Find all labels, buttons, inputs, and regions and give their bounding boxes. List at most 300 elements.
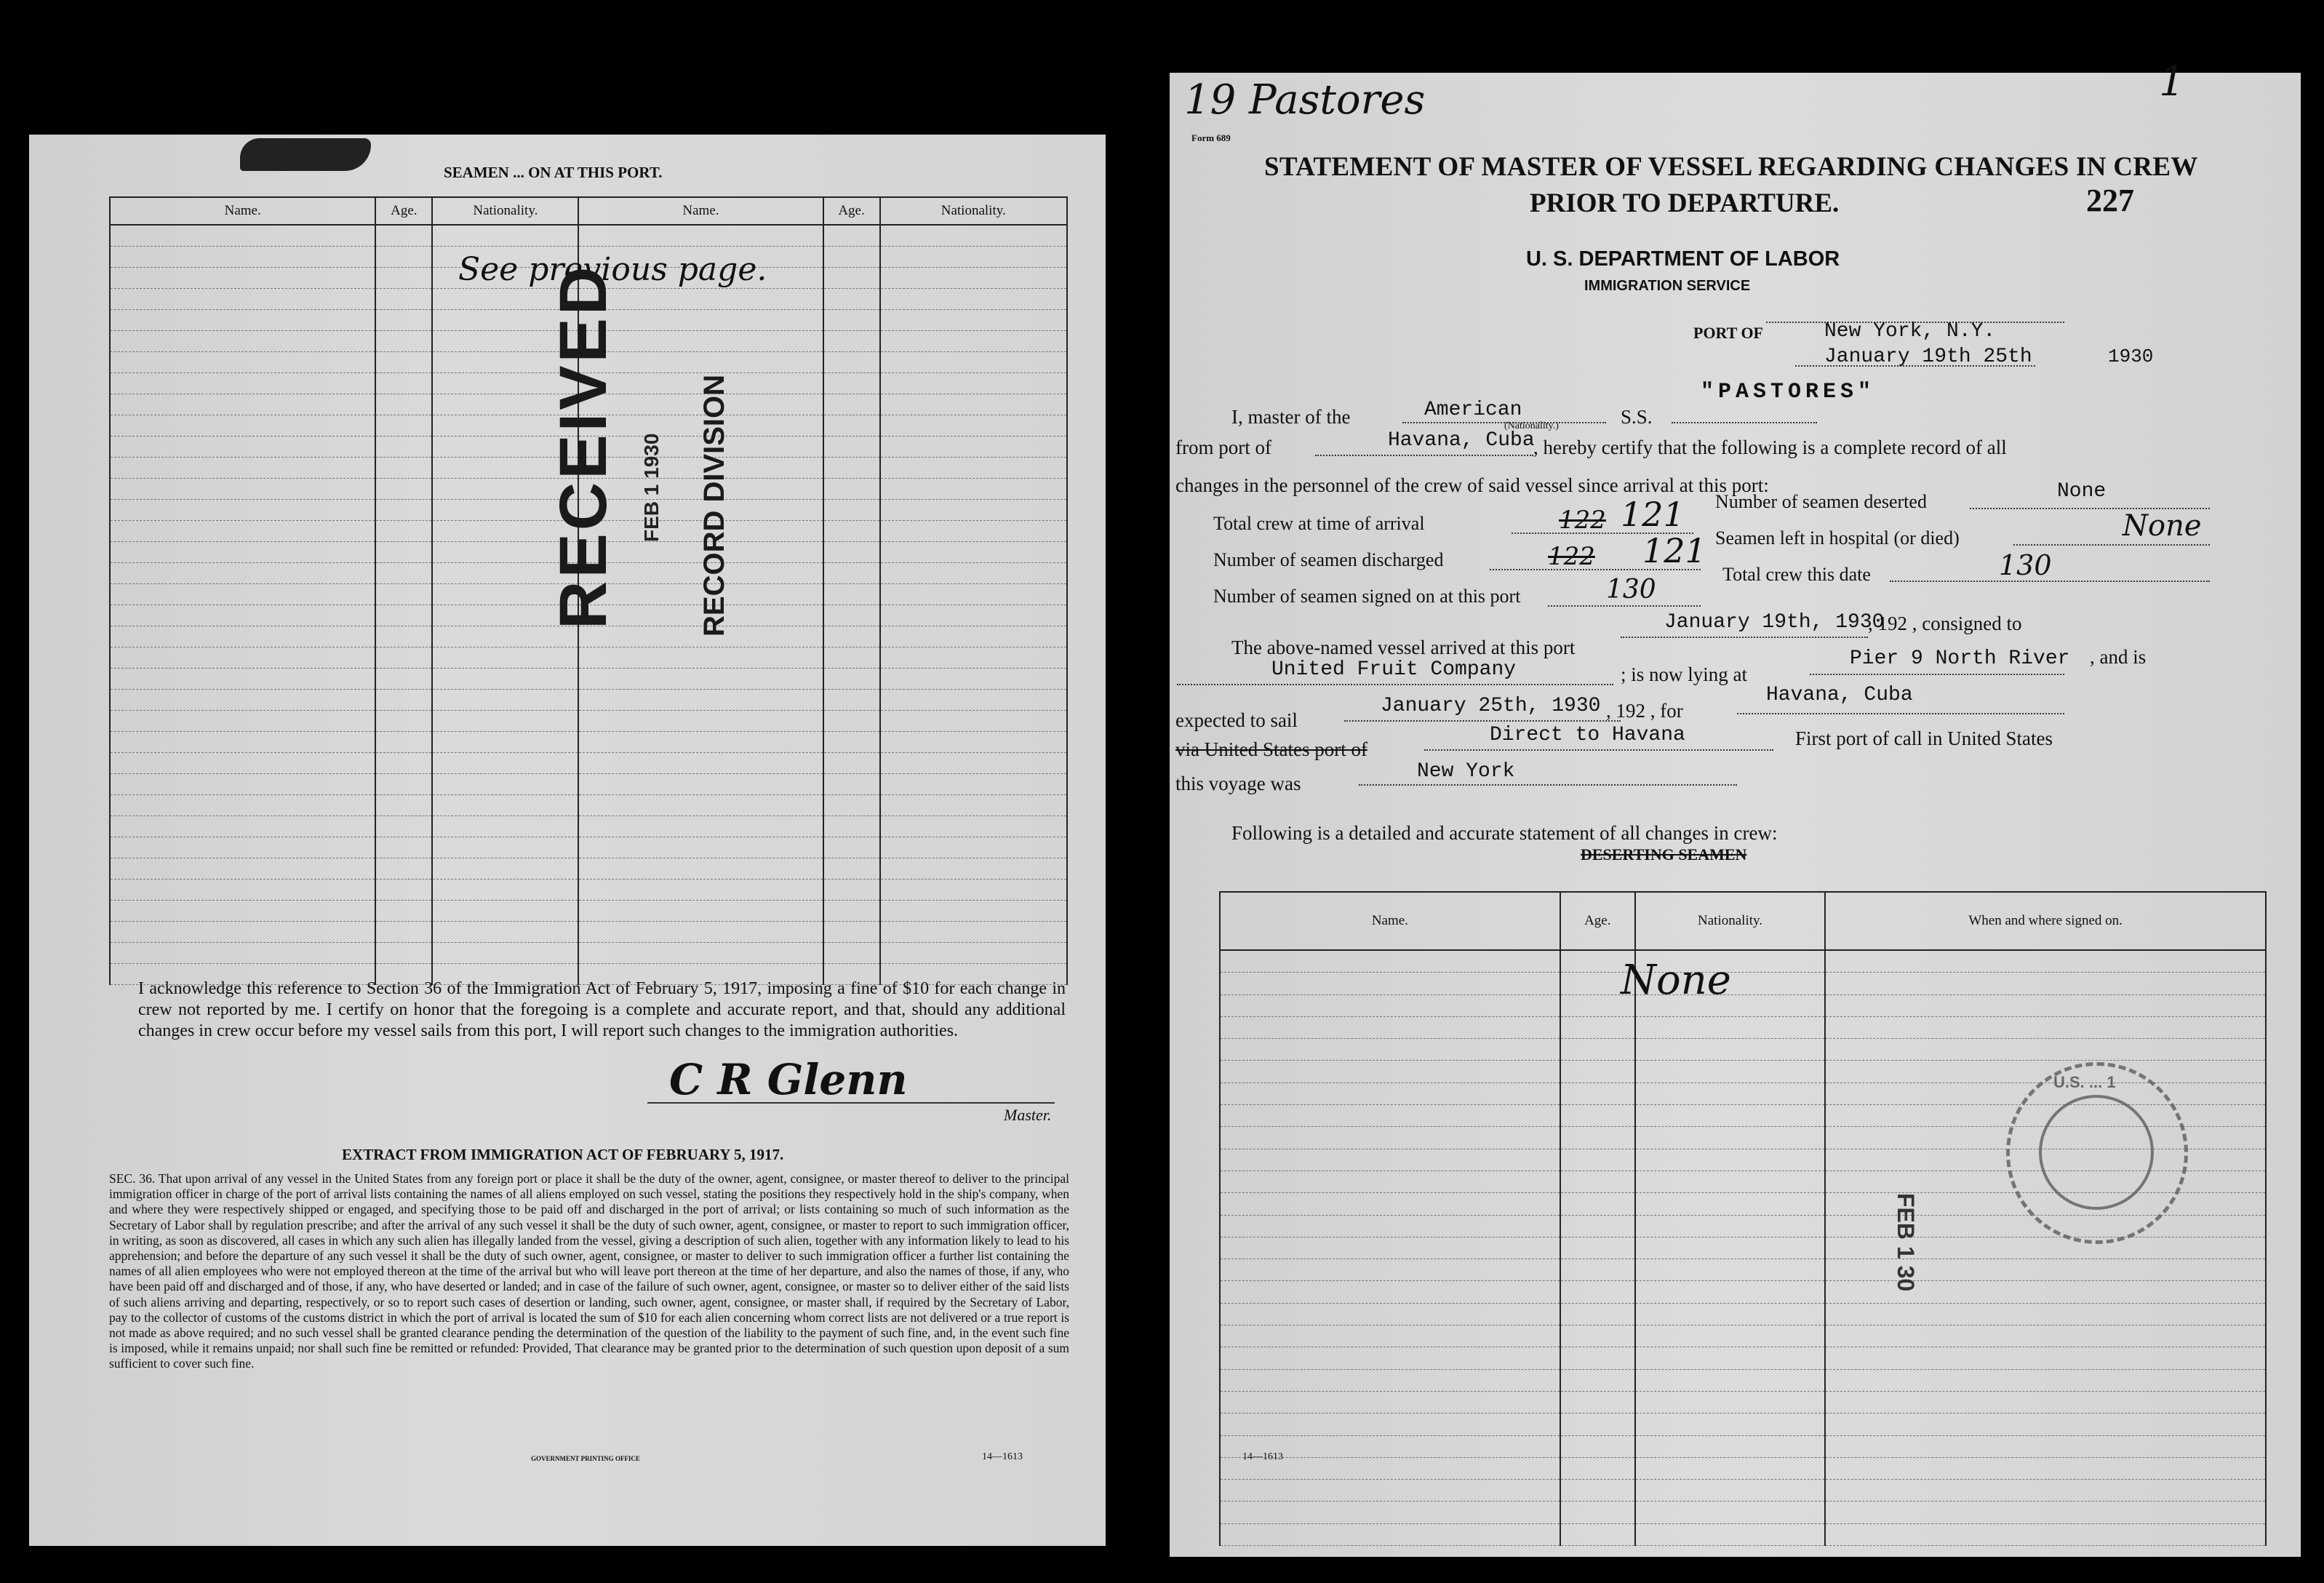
table-cell — [880, 500, 1068, 521]
table-cell — [578, 880, 823, 901]
seamen-table-title: SEAMEN ... ON AT THIS PORT. — [444, 164, 663, 181]
table-row — [1220, 1502, 2266, 1523]
table-cell — [880, 584, 1068, 605]
first-port-label: First port of call in United States — [1795, 727, 2053, 749]
table-cell — [432, 922, 578, 943]
port-label: PORT OF — [1693, 324, 1763, 342]
table-cell — [578, 837, 823, 858]
col-name: Name. — [110, 197, 375, 225]
table-cell — [1220, 1016, 1560, 1038]
following-text: Following is a detailed and accurate statement of all changes in crew: — [1231, 822, 1778, 844]
col-age: Age. — [1560, 892, 1635, 950]
table-cell — [110, 584, 375, 605]
table-cell — [823, 711, 880, 732]
table-cell — [578, 690, 823, 711]
table-cell — [1220, 1391, 1560, 1413]
table-cell — [1560, 1303, 1635, 1325]
table-cell — [1635, 1435, 1825, 1457]
table-row — [1220, 994, 2266, 1016]
table-cell — [1220, 1039, 1560, 1061]
table-cell — [1635, 1127, 1825, 1149]
struck-heading: DESERTING SEAMEN — [1581, 845, 1747, 864]
expected-label: expected to sail — [1175, 709, 1298, 731]
total-date-label: Total crew this date — [1722, 564, 1871, 585]
table-cell — [110, 647, 375, 669]
table-cell — [1220, 1215, 1560, 1237]
table-cell — [880, 795, 1068, 816]
table-cell — [1825, 1347, 2266, 1369]
table-cell — [880, 774, 1068, 795]
table-cell — [880, 858, 1068, 880]
col-nationality: Nationality. — [432, 197, 578, 225]
table-cell — [110, 669, 375, 690]
arrived-line — [1621, 637, 1868, 638]
table-row — [110, 795, 1067, 816]
table-row — [110, 225, 1067, 247]
table-cell — [880, 626, 1068, 647]
table-cell — [1560, 1237, 1635, 1259]
table-cell — [375, 690, 432, 711]
table-cell — [880, 331, 1068, 352]
table-cell — [375, 394, 432, 415]
table-cell — [823, 331, 880, 352]
total-date-value: 130 — [1999, 549, 2052, 581]
table-row — [110, 858, 1067, 880]
table-cell — [823, 795, 880, 816]
table-row — [1220, 1039, 2266, 1061]
table-row — [110, 837, 1067, 858]
ss-label: S.S. — [1621, 406, 1653, 428]
table-cell — [1825, 1480, 2266, 1502]
table-cell — [578, 225, 823, 247]
table-cell — [1560, 1061, 1635, 1082]
table-cell — [880, 605, 1068, 626]
table-cell — [110, 479, 375, 500]
table-cell — [110, 521, 375, 542]
table-cell — [880, 436, 1068, 458]
changes-text: changes in the personnel of the crew of said vessel since arrival at this port: — [1175, 474, 1769, 496]
signed-line — [1548, 605, 1701, 607]
crew-changes-body — [1220, 950, 2266, 1546]
table-cell — [1560, 1193, 1635, 1215]
table-cell — [375, 479, 432, 500]
table-cell — [110, 563, 375, 584]
table-cell — [1560, 1171, 1635, 1192]
table-row — [110, 647, 1067, 669]
table-cell — [823, 458, 880, 479]
discharged-value: 121 — [1642, 531, 1706, 570]
table-cell — [1635, 1303, 1825, 1325]
table-cell — [823, 394, 880, 415]
table-cell — [880, 880, 1068, 901]
right-page — [1170, 58, 2301, 1557]
table-cell — [880, 225, 1068, 247]
table-cell — [375, 289, 432, 310]
table-cell — [375, 331, 432, 352]
col-nationality-2: Nationality. — [880, 197, 1068, 225]
from-port-value: Havana, Cuba — [1388, 429, 1535, 452]
table-cell — [1825, 1039, 2266, 1061]
table-cell — [110, 394, 375, 415]
left-page — [29, 135, 1106, 1546]
col-when-where: When and where signed on. — [1825, 892, 2266, 950]
table-cell — [1635, 1171, 1825, 1192]
table-cell — [375, 922, 432, 943]
expected-line — [1344, 720, 1621, 722]
table-cell — [375, 795, 432, 816]
table-cell — [880, 753, 1068, 774]
table-row — [1220, 950, 2266, 973]
table-row — [1220, 1457, 2266, 1479]
table-cell — [1220, 1082, 1560, 1104]
table-cell — [110, 542, 375, 563]
table-cell — [375, 774, 432, 795]
table-cell — [880, 563, 1068, 584]
table-cell — [823, 500, 880, 521]
table-cell — [880, 816, 1068, 837]
table-cell — [1635, 1325, 1825, 1347]
table-cell — [375, 732, 432, 753]
lying-value: Pier 9 North River — [1850, 647, 2070, 670]
table-cell — [375, 943, 432, 964]
table-row — [1220, 1391, 2266, 1413]
table-cell — [375, 858, 432, 880]
table-row — [110, 774, 1067, 795]
table-cell — [432, 753, 578, 774]
table-row — [110, 753, 1067, 774]
table-cell — [1220, 1127, 1560, 1149]
table-cell — [823, 669, 880, 690]
voyage-label: this voyage was — [1175, 773, 1301, 794]
table-row — [110, 732, 1067, 753]
for-value: Havana, Cuba — [1766, 684, 1913, 706]
table-cell — [432, 774, 578, 795]
table-cell — [375, 247, 432, 268]
table-cell — [880, 268, 1068, 289]
consignee-value: United Fruit Company — [1271, 658, 1517, 681]
table-cell — [110, 268, 375, 289]
lying-label: ; is now lying at — [1621, 663, 1747, 685]
col-age-2: Age. — [823, 197, 880, 225]
table-cell — [1560, 1016, 1635, 1038]
table-cell — [1220, 950, 1560, 973]
table-cell — [375, 753, 432, 774]
table-cell — [110, 774, 375, 795]
table-cell — [375, 626, 432, 647]
expected-value: January 25th, 1930 — [1381, 695, 1601, 717]
table-cell — [1825, 1369, 2266, 1391]
handwritten-top-note: 19 Pastores — [1184, 76, 1426, 124]
table-cell — [1825, 1016, 2266, 1038]
form-serial-number: 227 — [2086, 183, 2134, 218]
table-cell — [1220, 1502, 1560, 1523]
table-cell — [1560, 1259, 1635, 1281]
date-value: January 19th 25th — [1824, 346, 2032, 368]
table-cell — [110, 837, 375, 858]
table-cell — [880, 352, 1068, 373]
service-heading: IMMIGRATION SERVICE — [1584, 278, 1751, 294]
table-row — [1220, 1480, 2266, 1502]
table-row — [1220, 1259, 2266, 1281]
table-cell — [880, 711, 1068, 732]
table-cell — [1635, 1523, 1825, 1545]
table-cell — [823, 732, 880, 753]
master-label: Master. — [1004, 1106, 1052, 1124]
hospital-value: None — [2123, 509, 2202, 543]
vessel-name: "PASTORES" — [1701, 380, 1876, 404]
table-cell — [110, 858, 375, 880]
department-heading: U. S. DEPARTMENT OF LABOR — [1526, 247, 1840, 271]
table-cell — [375, 500, 432, 521]
table-cell — [880, 289, 1068, 310]
table-cell — [880, 521, 1068, 542]
table-row — [110, 880, 1067, 901]
table-cell — [110, 331, 375, 352]
table-cell — [375, 415, 432, 436]
table-cell — [375, 669, 432, 690]
table-cell — [578, 795, 823, 816]
table-cell — [1560, 1039, 1635, 1061]
table-cell — [432, 880, 578, 901]
table-cell — [432, 690, 578, 711]
table-cell — [823, 922, 880, 943]
handwritten-see-previous: See previous page. — [458, 251, 767, 288]
table-cell — [578, 922, 823, 943]
table-cell — [1635, 1105, 1825, 1127]
right-form-code: 14—1613 — [1242, 1451, 1283, 1462]
table-cell — [375, 584, 432, 605]
col-name: Name. — [1220, 892, 1560, 950]
table-cell — [880, 669, 1068, 690]
table-cell — [823, 816, 880, 837]
table-row — [1220, 1413, 2266, 1435]
table-cell — [578, 943, 823, 964]
table-cell — [1825, 1502, 2266, 1523]
table-cell — [823, 690, 880, 711]
table-cell — [110, 626, 375, 647]
table-cell — [578, 901, 823, 922]
table-cell — [432, 732, 578, 753]
table-cell — [375, 837, 432, 858]
table-cell — [375, 542, 432, 563]
table-cell — [880, 542, 1068, 563]
table-cell — [823, 225, 880, 247]
feb-date-stamp: FEB 1 30 — [1893, 1193, 1919, 1292]
table-cell — [110, 943, 375, 964]
table-cell — [432, 225, 578, 247]
table-cell — [110, 711, 375, 732]
table-cell — [823, 310, 880, 331]
printer-line: GOVERNMENT PRINTING OFFICE — [531, 1455, 640, 1462]
acknowledgement-paragraph: I acknowledge this reference to Section 36 of the Immigration Act of February 5, 1917, imposing a fine of $10 for each change in crew not reported by me. I certify on honor that the foregoing is a complete and accurate report, and that, should any additional changes in crew occur before my vessel sails from this port, I will report such changes to the immigration authorities. — [138, 979, 1066, 1040]
table-cell — [1220, 1149, 1560, 1171]
table-cell — [823, 837, 880, 858]
table-cell — [578, 858, 823, 880]
table-cell — [1220, 973, 1560, 994]
table-cell — [110, 816, 375, 837]
table-cell — [432, 858, 578, 880]
vessel-line — [1672, 422, 1817, 423]
signed-value: 130 — [1606, 575, 1656, 605]
table-cell — [1825, 1413, 2266, 1435]
table-cell — [1560, 1325, 1635, 1347]
table-cell — [1560, 1369, 1635, 1391]
via-line — [1424, 749, 1773, 751]
received-stamp-word: RECEIVED — [546, 263, 620, 629]
table-cell — [880, 373, 1068, 394]
table-row — [1220, 1303, 2266, 1325]
table-cell — [1560, 1082, 1635, 1104]
table-cell — [1560, 1502, 1635, 1523]
table-cell — [1825, 1523, 2266, 1545]
arrived-label: The above-named vessel arrived at this port — [1231, 637, 1576, 658]
table-cell — [1825, 1325, 2266, 1347]
table-cell — [1560, 1149, 1635, 1171]
table-cell — [823, 774, 880, 795]
certify-text: , hereby certify that the following is a complete record of all — [1533, 436, 2007, 458]
table-cell — [375, 225, 432, 247]
table-cell — [110, 605, 375, 626]
table-cell — [1635, 1061, 1825, 1082]
table-cell — [823, 626, 880, 647]
from-port-line — [1315, 455, 1533, 456]
arrived-value: January 19th, 1930 — [1664, 611, 1885, 634]
table-cell — [110, 289, 375, 310]
handwritten-none: None — [1621, 957, 1731, 1004]
table-cell — [1560, 1215, 1635, 1237]
discharged-line — [1490, 569, 1701, 570]
table-cell — [1560, 1413, 1635, 1435]
table-cell — [110, 247, 375, 268]
consignee-line — [1177, 684, 1613, 685]
table-cell — [110, 500, 375, 521]
table-cell — [1220, 1325, 1560, 1347]
table-row — [1220, 1325, 2266, 1347]
table-cell — [1220, 1281, 1560, 1303]
table-cell — [823, 563, 880, 584]
left-form-code: 14—1613 — [982, 1451, 1023, 1462]
table-cell — [110, 690, 375, 711]
table-cell — [110, 373, 375, 394]
table-cell — [1220, 1369, 1560, 1391]
table-cell — [880, 479, 1068, 500]
table-row — [110, 690, 1067, 711]
table-cell — [823, 352, 880, 373]
table-cell — [1635, 1391, 1825, 1413]
table-cell — [1635, 1215, 1825, 1237]
table-cell — [880, 690, 1068, 711]
table-cell — [432, 711, 578, 732]
table-cell — [375, 880, 432, 901]
table-cell — [432, 837, 578, 858]
col-nationality: Nationality. — [1635, 892, 1825, 950]
torn-corner — [240, 138, 371, 171]
table-cell — [1220, 994, 1560, 1016]
table-cell — [1560, 1347, 1635, 1369]
table-cell — [1220, 1303, 1560, 1325]
table-cell — [1635, 1259, 1825, 1281]
table-cell — [823, 901, 880, 922]
table-cell — [375, 268, 432, 289]
table-cell — [1635, 1413, 1825, 1435]
table-cell — [1635, 1149, 1825, 1171]
table-cell — [1220, 1480, 1560, 1502]
table-cell — [1635, 1281, 1825, 1303]
postmark-text: U.S. ... 1 — [2053, 1073, 2116, 1091]
table-cell — [110, 415, 375, 436]
table-cell — [432, 816, 578, 837]
table-cell — [375, 816, 432, 837]
table-cell — [823, 247, 880, 268]
table-cell — [823, 542, 880, 563]
table-row — [1220, 1281, 2266, 1303]
table-row — [1220, 1523, 2266, 1545]
table-cell — [432, 669, 578, 690]
table-cell — [823, 436, 880, 458]
table-cell — [110, 880, 375, 901]
via-value: Direct to Havana — [1490, 724, 1685, 746]
table-row — [110, 816, 1067, 837]
table-cell — [1220, 1193, 1560, 1215]
total-arrival-value: 121 — [1621, 495, 1685, 534]
table-cell — [823, 943, 880, 964]
table-cell — [823, 584, 880, 605]
for-line — [1737, 713, 2064, 714]
table-cell — [578, 647, 823, 669]
table-cell — [1560, 1480, 1635, 1502]
table-cell — [1825, 1457, 2266, 1479]
table-cell — [880, 394, 1068, 415]
table-cell — [880, 943, 1068, 964]
table-cell — [1825, 973, 2266, 994]
corner-page-mark: 1 — [2159, 58, 2185, 105]
hospital-label: Seamen left in hospital (or died) — [1715, 527, 1960, 549]
table-cell — [823, 647, 880, 669]
table-cell — [1220, 1105, 1560, 1127]
table-cell — [375, 647, 432, 669]
table-cell — [1220, 1171, 1560, 1192]
table-cell — [110, 732, 375, 753]
form-title-line2: PRIOR TO DEPARTURE. — [1530, 188, 1840, 218]
table-cell — [1220, 1347, 1560, 1369]
table-row — [110, 922, 1067, 943]
table-cell — [1635, 1016, 1825, 1038]
table-row — [110, 669, 1067, 690]
table-row — [110, 711, 1067, 732]
postmark-inner-ring — [2039, 1095, 2154, 1210]
table-cell — [1560, 1127, 1635, 1149]
table-cell — [880, 415, 1068, 436]
table-cell — [375, 436, 432, 458]
table-cell — [1825, 1435, 2266, 1457]
table-cell — [1220, 1061, 1560, 1082]
table-cell — [1220, 1237, 1560, 1259]
round-postmark-stamp — [2006, 1062, 2188, 1244]
table-row — [1220, 1435, 2266, 1457]
table-cell — [1635, 1457, 1825, 1479]
table-cell — [823, 373, 880, 394]
deserted-value: None — [2057, 480, 2107, 503]
table-cell — [880, 901, 1068, 922]
table-cell — [880, 458, 1068, 479]
table-cell — [578, 816, 823, 837]
col-age: Age. — [375, 197, 432, 225]
table-cell — [110, 352, 375, 373]
table-cell — [823, 479, 880, 500]
table-cell — [375, 521, 432, 542]
table-cell — [432, 647, 578, 669]
table-row — [110, 943, 1067, 964]
